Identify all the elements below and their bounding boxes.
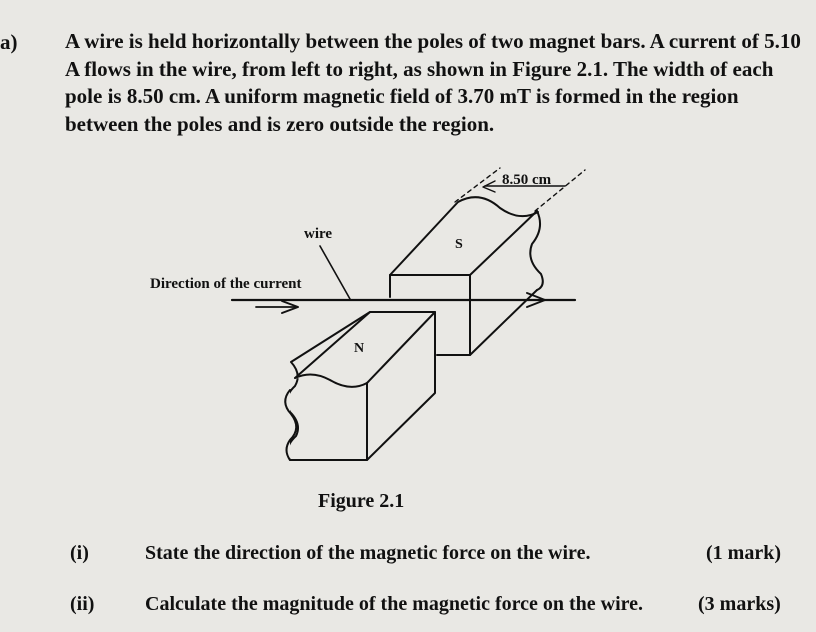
subquestion-2-text: Calculate the magnitude of the magnetic force on the wire.	[145, 593, 644, 615]
subquestion-1-number: (i)	[70, 542, 89, 564]
width-label: 8.50 cm	[502, 172, 552, 188]
figure-caption: Figure 2.1	[318, 490, 405, 512]
subquestion-2-marks: (3 marks)	[698, 593, 781, 615]
n-magnet-front-diag	[367, 312, 435, 383]
s-magnet-top-face	[390, 197, 538, 275]
s-magnet-front-edge	[437, 275, 470, 355]
pole-s-label: S	[455, 237, 463, 252]
s-magnet-top-edge	[390, 211, 537, 275]
subquestion-1-marks: (1 mark)	[706, 542, 781, 564]
wire-label: wire	[304, 226, 333, 242]
pole-n-label: N	[354, 341, 365, 356]
figure-reference: Figure 2.1	[512, 56, 603, 81]
s-magnet-broken-edge	[530, 211, 543, 290]
wire-pointer-line	[320, 246, 350, 299]
n-magnet	[285, 312, 435, 460]
n-magnet-broken-left	[285, 390, 296, 460]
current-label: Direction of the current	[150, 276, 302, 292]
question-label: a)	[0, 30, 18, 54]
n-magnet-broken-top	[295, 374, 367, 386]
subquestion-1-text: State the direction of the magnetic force on the wire.	[145, 542, 591, 564]
subquestion-2-number: (ii)	[70, 593, 95, 615]
s-magnet	[390, 197, 543, 355]
question-text-part1: A wire is held horizontally between the poles of two magnet bars. A current of 5.10 A flows in the wire, from left to right, as shown in	[65, 29, 801, 81]
question-text-part2: . The width of each pole is 8.50 cm. A uniform magnetic field of 3.70 mT is formed in the region between the poles and is zero outside the region.	[65, 56, 774, 136]
